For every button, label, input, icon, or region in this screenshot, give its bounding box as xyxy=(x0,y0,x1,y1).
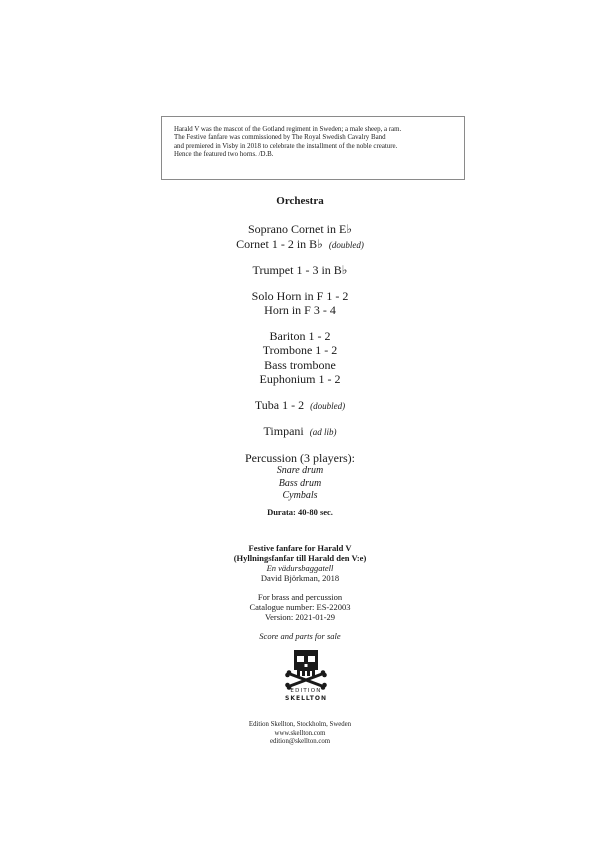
orchestra-heading: Orchestra xyxy=(276,195,324,207)
instrument-name: Trombone 1 - 2 xyxy=(262,343,338,357)
instrument-name: Timpani xyxy=(263,424,304,438)
work-title: Festive fanfare for Harald V xyxy=(248,543,352,553)
instrument-item xyxy=(0,222,600,237)
version-line: Version: 2021-01-29 xyxy=(264,612,336,622)
work-info xyxy=(0,543,600,641)
instrument-name: Soprano Cornet in E♭ xyxy=(248,222,352,236)
instrument-name: Bariton 1 - 2 xyxy=(269,328,331,343)
publisher-email: edition@skellton.com xyxy=(269,738,331,745)
instrument-group-percussion xyxy=(0,451,600,503)
program-note-box xyxy=(161,116,465,180)
instrument-item xyxy=(0,263,600,278)
work-tagline: En vädursbaggatell xyxy=(266,563,334,573)
instrument-item xyxy=(0,329,600,344)
program-note-line: The Festive fanfare was commissioned by The Royal Swedish Cavalry Band xyxy=(174,134,386,142)
scoring-line: For brass and percussion xyxy=(257,592,343,602)
publisher-contact xyxy=(0,721,600,747)
instrument-item xyxy=(0,343,600,358)
instrument-name: Horn in F 3 - 4 xyxy=(264,303,336,317)
publisher-website: www.skellton.com xyxy=(274,729,326,737)
work-subtitle: (Hyllningsfanfar till Harald den V:e) xyxy=(233,553,367,563)
percussion-item: Cymbals xyxy=(282,490,318,501)
instrument-item xyxy=(0,358,600,373)
program-note-line: Harald V was the mascot of the Gotland regiment in Sweden; a male sheep, a ram. xyxy=(174,126,402,133)
instrument-group-trumpets xyxy=(0,263,600,278)
logo-skellton-text: SKELLTON xyxy=(285,695,327,702)
logo-edition-text: EDITION xyxy=(290,688,322,694)
instrument-name: Solo Horn in F 1 - 2 xyxy=(251,288,349,303)
instrument-name: Trumpet 1 - 3 in B♭ xyxy=(252,263,348,277)
instrument-qualifier: (doubled) xyxy=(328,239,364,250)
instrument-item xyxy=(0,372,600,387)
instrument-group-timpani xyxy=(0,424,600,440)
publisher-address: Edition Skellton, Stockholm, Sweden xyxy=(248,721,352,728)
instrument-qualifier: (ad lib) xyxy=(309,427,337,437)
instrument-item xyxy=(0,237,600,253)
instrument-name: Cornet 1 - 2 in B♭ xyxy=(236,236,323,251)
instrument-group-horns xyxy=(0,289,600,318)
instrument-item xyxy=(0,398,600,414)
percussion-item: Snare drum xyxy=(276,465,324,476)
instrument-name: Bass trombone xyxy=(264,357,336,372)
instrument-name: Tuba 1 - 2 xyxy=(254,397,305,412)
program-note-line: and premiered in Visby in 2018 to celebrate the installment of the noble creature. xyxy=(174,142,398,150)
duration-text: Durata: 40-80 sec. xyxy=(267,507,333,517)
instrument-group-cornets xyxy=(0,222,600,252)
percussion-item: Bass drum xyxy=(278,477,322,489)
instrument-item xyxy=(0,424,600,440)
catalogue-number: Catalogue number: ES-22003 xyxy=(249,602,351,612)
instrument-item xyxy=(0,289,600,304)
instrument-group-tuba xyxy=(0,398,600,414)
instrument-group-low-brass xyxy=(0,329,600,387)
instrument-name: Euphonium 1 - 2 xyxy=(259,372,341,386)
composer-line: David Björkman, 2018 xyxy=(260,573,340,583)
program-note-line: Hence the featured two horns. /D.B. xyxy=(174,151,274,159)
sale-note: Score and parts for sale xyxy=(259,631,341,641)
instrument-qualifier: (doubled) xyxy=(310,400,346,411)
instrument-item xyxy=(0,303,600,318)
percussion-label: Percussion (3 players): xyxy=(245,450,355,465)
instrument-list xyxy=(0,222,600,514)
